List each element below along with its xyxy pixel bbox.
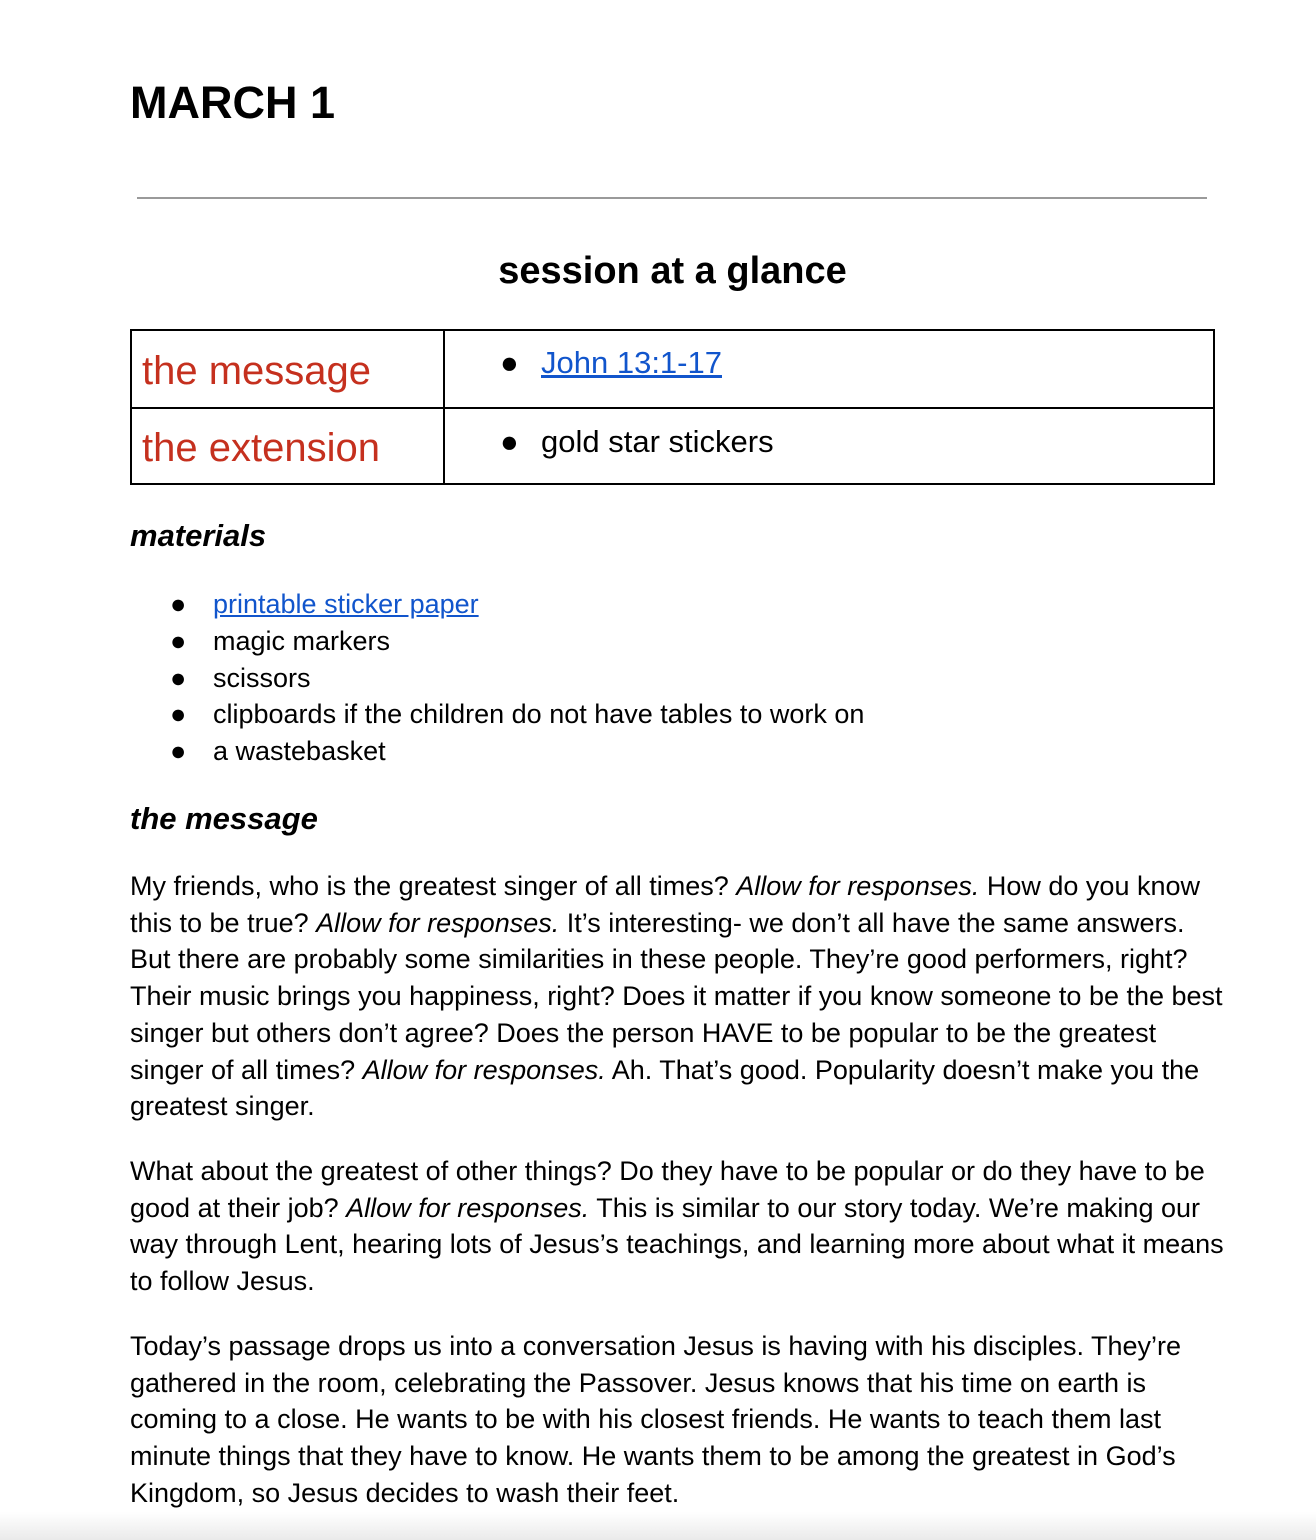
paragraph-text: What about the greatest of other things? Do they have to be popular or do they have to be good at their job? [130, 1156, 1205, 1223]
materials-heading: materials [130, 518, 267, 553]
list-item [130, 733, 864, 770]
row-content-message [444, 330, 1214, 408]
material-text: clipboards if the children do not have tables to work on [213, 699, 865, 730]
row-content-extension [444, 408, 1214, 484]
bullet-icon: ● [170, 589, 187, 619]
paragraph-text: It’s interesting- we don’t all have the same answers. But there are probably some similarities in these people. They’re good performers, right? Their music brings you happiness, right? Does it matter if you know someone to be the best singer but others don’t agree? Does the person HAVE to be popular to be the greatest singer of all times? [130, 907, 1223, 1085]
paragraph-text: This is similar to our story today. We’re making our way through Lent, hearing lots of Jesus’s teachings, and learning more about what it means to follow Jesus. [130, 1192, 1224, 1297]
row-label-message: the message [131, 330, 444, 408]
material-text: scissors [213, 662, 311, 693]
session-at-a-glance-table [130, 329, 1215, 485]
stage-direction: Allow for responses. [316, 907, 560, 938]
message-paragraph-3: Today’s passage drops us into a conversation Jesus is having with his disciples. They’re gathered in the room, celebrating the Passover. Jesus knows that his time on earth is coming to a close. He wants to be with his closest friends. He wants to teach them last minute things that they have to know. He wants them to be among the greatest in God’s Kingdom, so Jesus decides to wash their feet. [130, 1331, 1182, 1508]
message-paragraph-1 [130, 868, 1230, 1125]
page-bottom-shadow [0, 1512, 1316, 1540]
page-title: MARCH 1 [130, 77, 336, 128]
stage-direction: Allow for responses. [736, 871, 980, 901]
list-item [130, 623, 864, 660]
list-item [130, 586, 864, 623]
bullet-icon: ● [170, 699, 187, 730]
message-heading: the message [130, 801, 318, 836]
bullet-icon: ● [170, 662, 187, 693]
list-item [130, 660, 864, 697]
bullet-icon: ● [500, 424, 519, 459]
message-paragraph-2 [130, 1153, 1230, 1300]
material-text: magic markers [213, 625, 391, 656]
materials-list [130, 586, 864, 770]
table-row [131, 330, 1214, 408]
bullet-icon: ● [170, 736, 187, 767]
section-heading: session at a glance [498, 250, 847, 292]
sticker-paper-link[interactable]: printable sticker paper [213, 589, 479, 619]
material-text: a wastebasket [213, 736, 386, 767]
stage-direction: Allow for responses. [346, 1192, 590, 1223]
paragraph-text: Ah. That’s good. Popularity doesn’t make you the greatest singer. [130, 1054, 1200, 1122]
list-item [130, 696, 864, 733]
stage-direction: Allow for responses. [362, 1054, 606, 1085]
scripture-link[interactable]: John 13:1-17 [541, 345, 722, 380]
table-row [131, 408, 1214, 484]
extension-item: gold star stickers [541, 424, 774, 459]
paragraph-text: My friends, who is the greatest singer of all times? [130, 871, 737, 901]
bullet-icon: ● [170, 625, 187, 656]
paragraph-text: How do you know this to be true? [130, 871, 1200, 938]
list-item [445, 344, 1213, 382]
bullet-icon: ● [500, 345, 519, 380]
row-label-extension: the extension [131, 408, 444, 484]
list-item [445, 423, 1213, 461]
horizontal-rule [137, 197, 1207, 199]
